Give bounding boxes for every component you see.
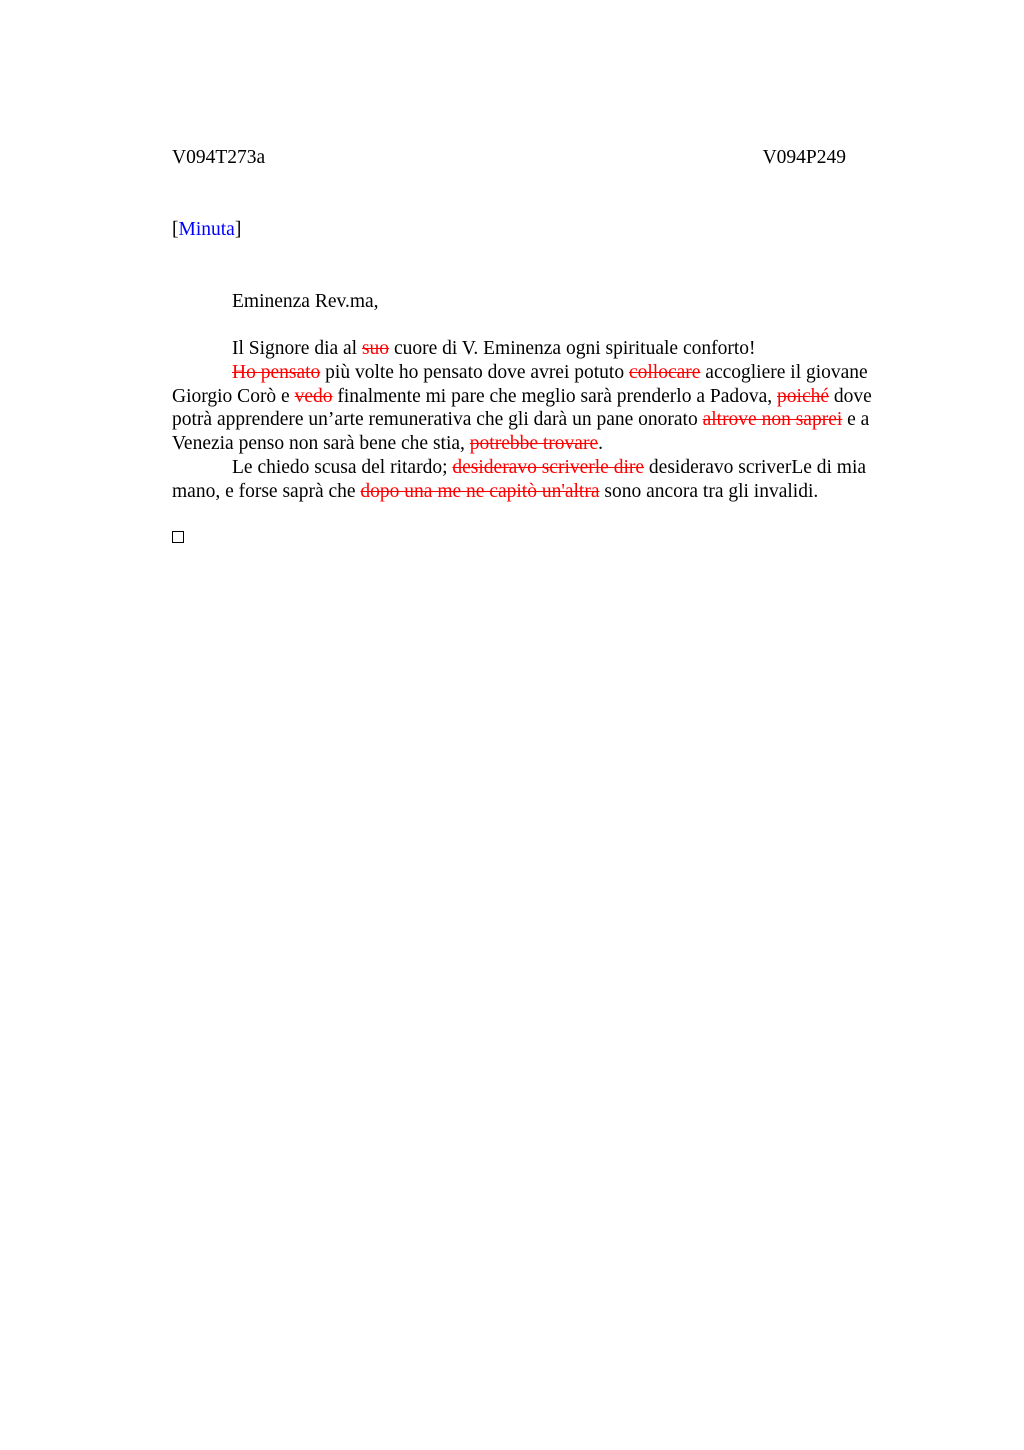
deleted-text: vedo xyxy=(294,385,333,407)
deleted-text: collocare xyxy=(628,361,701,383)
end-marker-box-icon xyxy=(172,531,184,543)
text-segment: cuore di V. Eminenza ogni spirituale conforto! xyxy=(389,338,756,359)
note-label: Minuta xyxy=(178,219,235,240)
document-page xyxy=(172,0,914,1450)
text-segment: più volte ho pensato dove avrei potuto xyxy=(320,361,629,383)
page-code-right: V094P249 xyxy=(762,147,846,168)
paragraph-2 xyxy=(172,361,914,456)
text-segment: Il Signore dia al xyxy=(232,338,362,359)
text-segment: desideravo scriverLe di mia mano, e forse saprà che xyxy=(172,456,867,502)
paragraph-3 xyxy=(172,456,914,504)
text-segment: e a Venezia penso non sarà bene che stia, xyxy=(172,409,870,455)
deleted-text: suo xyxy=(361,338,390,359)
note-open-bracket: [ xyxy=(172,219,179,240)
text-segment: Le chiedo scusa del ritardo; xyxy=(232,456,453,478)
deleted-text: potrebbe trovare xyxy=(469,433,599,455)
text-segment: dove potrà apprendere un’arte remunerativa che gli darà un pane onorato xyxy=(172,385,872,431)
text-segment: . xyxy=(598,433,603,455)
document-header xyxy=(172,146,846,170)
document-code-left: V094T273a xyxy=(172,147,266,168)
note-close-bracket: ] xyxy=(234,219,242,240)
paragraph-1 xyxy=(172,337,914,361)
letter-salutation: Eminenza Rev.ma, xyxy=(232,291,379,312)
text-segment: sono ancora tra gli invalidi. xyxy=(599,480,819,502)
text-segment: accogliere il giovane Giorgio Corò e xyxy=(172,361,868,407)
deleted-text: altrove non saprei xyxy=(702,409,843,431)
deleted-text: Ho pensato xyxy=(232,361,321,383)
deleted-text: desideravo scriverle dire xyxy=(452,456,645,478)
deleted-text: dopo una me ne capitò un'altra xyxy=(360,480,600,502)
deleted-text: poiché xyxy=(777,385,830,407)
text-segment: finalmente mi pare che meglio sarà prenderlo a Padova, xyxy=(332,385,778,407)
letter-body xyxy=(172,337,914,504)
draft-note xyxy=(172,218,241,242)
